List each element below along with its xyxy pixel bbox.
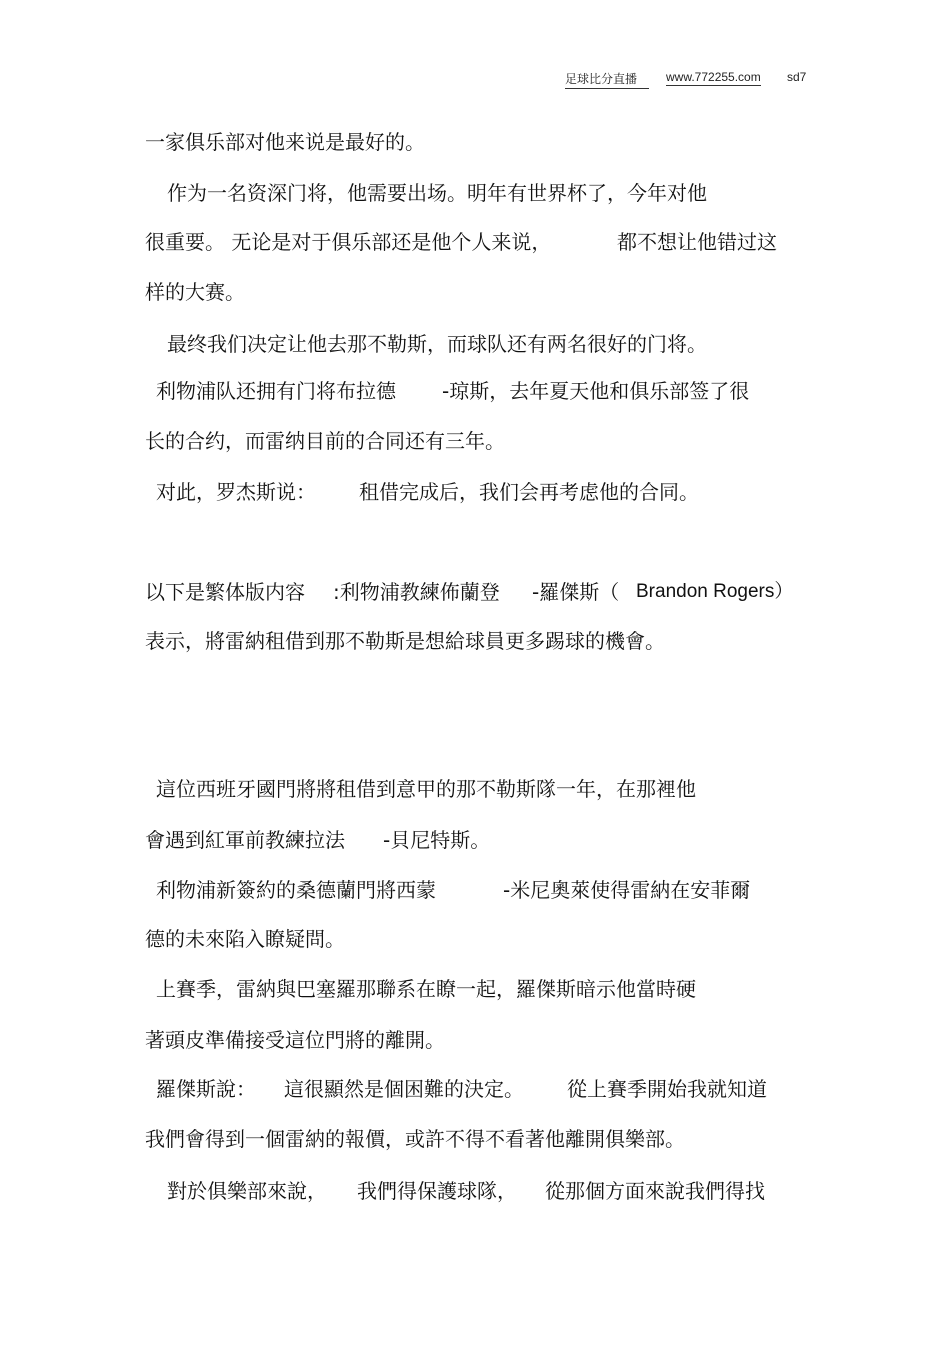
- site-url-link[interactable]: www.772255.com: [666, 70, 761, 84]
- text-line: 會遇到紅軍前教練拉法: [145, 828, 345, 852]
- text-line: 以下是繁体版内容: [145, 580, 305, 604]
- text-line: 著頭皮準備接受這位門將的離開。: [145, 1028, 445, 1052]
- text-line: :利物浦教練佈蘭登: [333, 580, 500, 604]
- text-line: 對於俱樂部來說，: [167, 1179, 327, 1203]
- text-line: 样的大赛。: [145, 280, 245, 304]
- text-line: -貝尼特斯。: [383, 828, 491, 852]
- text-line: 很重要。 无论是对于俱乐部还是他个人来说，: [145, 230, 552, 254]
- text-line: 羅傑斯說：: [156, 1077, 256, 1101]
- text-line: -羅傑斯（: [532, 580, 620, 604]
- document-code: sd7: [787, 70, 807, 84]
- text-line: 都不想让他错过这: [617, 230, 777, 254]
- text-line: 我們得保護球隊，: [357, 1179, 517, 1203]
- text-line: 一家俱乐部对他来说是最好的。: [145, 130, 425, 154]
- text-line: 租借完成后，我们会再考虑他的合同。: [359, 480, 699, 504]
- text-line: 這位西班牙國門將將租借到意甲的那不勒斯隊一年，在那裡他: [156, 777, 696, 801]
- text-line: 上賽季，雷納與巴塞羅那聯系在瞭一起，羅傑斯暗示他當時硬: [156, 977, 696, 1001]
- text-line: 作为一名资深门将，他需要出场。明年有世界杯了，今年对他: [167, 181, 707, 205]
- text-line: 德的未來陷入瞭疑問。: [145, 927, 345, 951]
- text-line: Brandon Rogers）: [636, 581, 794, 602]
- text-line: 长的合约，而雷纳目前的合同还有三年。: [145, 429, 505, 453]
- text-line: 這很顯然是個困難的決定。: [284, 1077, 524, 1101]
- text-line: 表示，將雷納租借到那不勒斯是想給球員更多踢球的機會。: [145, 629, 665, 653]
- text-line: 利物浦队还拥有门将布拉德: [156, 379, 396, 403]
- text-line: -琼斯，去年夏天他和俱乐部签了很: [442, 379, 750, 403]
- text-line: 從上賽季開始我就知道: [567, 1077, 767, 1101]
- site-name-link[interactable]: 足球比分直播: [565, 70, 649, 89]
- text-line: 從那個方面來說我們得找: [545, 1179, 765, 1203]
- text-line: 最终我们决定让他去那不勒斯，而球队还有两名很好的门将。: [167, 332, 707, 356]
- text-line: -米尼奧萊使得雷納在安菲爾: [503, 878, 751, 902]
- text-line: 利物浦新簽約的桑德蘭門將西蒙: [156, 878, 436, 902]
- text-line: 我們會得到一個雷納的報價，或許不得不看著他離開俱樂部。: [145, 1127, 685, 1151]
- text-line: 对此，罗杰斯说：: [156, 480, 316, 504]
